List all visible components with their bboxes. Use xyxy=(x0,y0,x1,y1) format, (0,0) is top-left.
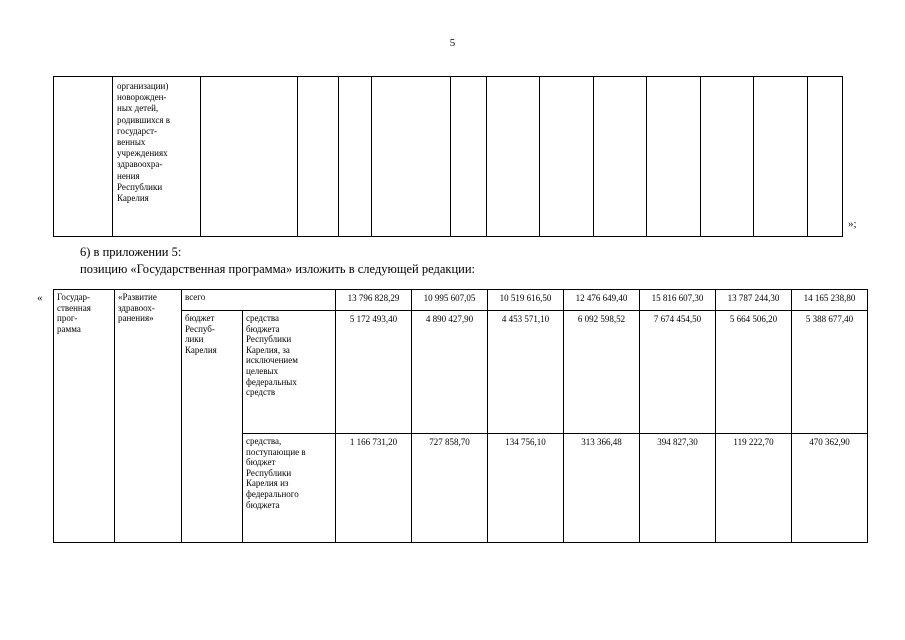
cell-empty xyxy=(701,77,754,237)
text-line: ственная xyxy=(57,302,91,313)
text-line: ных детей, xyxy=(117,103,159,114)
text-line: государст- xyxy=(117,125,157,136)
text-line: нения xyxy=(117,170,140,181)
page-number: 5 xyxy=(449,37,456,49)
text-line: здравоохра- xyxy=(117,159,163,170)
cell-empty xyxy=(487,77,540,237)
own-funds-value: 5 664 506,20 xyxy=(716,311,792,434)
text-line: Карелия xyxy=(117,193,149,204)
cell-empty xyxy=(754,77,808,237)
text-line: Карелия xyxy=(185,344,217,355)
text-line: Респуб- xyxy=(185,323,215,334)
cell-indicator-text xyxy=(113,77,201,237)
federal-funds-value: 394 827,30 xyxy=(640,434,716,543)
federal-funds-value: 119 222,70 xyxy=(716,434,792,543)
cell-empty xyxy=(339,77,372,237)
table-row-total xyxy=(54,290,868,311)
closing-quote-mark: »; xyxy=(848,218,857,230)
total-value: 14 165 238,80 xyxy=(792,290,868,311)
text-line: Карелия, за xyxy=(246,344,290,355)
cell-empty xyxy=(451,77,487,237)
text-line: средства xyxy=(246,313,280,323)
text-line: Государ- xyxy=(57,292,91,302)
text-line: средства, xyxy=(246,436,282,446)
text-line: бюджет xyxy=(246,457,276,468)
text-line: родившихся в xyxy=(117,114,171,125)
cell-empty xyxy=(540,77,594,237)
program-funding-table xyxy=(53,289,868,543)
text-line: «Развитие xyxy=(118,292,157,302)
text-line: учреждениях xyxy=(117,148,168,159)
text-line: средств xyxy=(246,387,276,398)
text-line: поступающие в xyxy=(246,446,306,457)
text-line: организации) xyxy=(117,81,169,91)
federal-funds-value: 470 362,90 xyxy=(792,434,868,543)
own-funds-value: 5 388 677,40 xyxy=(792,311,868,434)
text-line: федеральных xyxy=(246,376,297,387)
text-line: здравоох- xyxy=(118,302,155,313)
text-line: бюджет xyxy=(185,313,215,323)
federal-funds-value: 1 166 731,20 xyxy=(336,434,412,543)
total-value: 13 796 828,29 xyxy=(336,290,412,311)
text-line: новорожден- xyxy=(117,92,167,103)
text-line: рамма xyxy=(57,323,81,334)
text-line: ранения» xyxy=(118,313,154,324)
cell-empty xyxy=(594,77,647,237)
opening-quote-mark: « xyxy=(37,292,43,304)
instruction-text: позицию «Государственная программа» изложить в следующей редакции: xyxy=(80,262,476,276)
cell-program-name xyxy=(115,290,182,543)
total-value: 12 476 649,40 xyxy=(564,290,640,311)
text-line: Карелия из xyxy=(246,478,289,489)
cell-total-label: всего xyxy=(182,290,336,311)
text-line: целевых xyxy=(246,365,279,376)
cell-empty xyxy=(298,77,339,237)
cell-empty xyxy=(54,77,113,237)
text-line: Республики xyxy=(246,467,292,478)
own-funds-value: 6 092 598,52 xyxy=(564,311,640,434)
federal-funds-value: 727 858,70 xyxy=(412,434,488,543)
text-line: венных xyxy=(117,137,146,148)
total-value: 10 995 607,05 xyxy=(412,290,488,311)
text-line: бюджета xyxy=(246,499,280,510)
total-value: 10 519 616,50 xyxy=(488,290,564,311)
cell-empty xyxy=(201,77,298,237)
own-funds-value: 4 453 571,10 xyxy=(488,311,564,434)
continued-table xyxy=(53,76,843,237)
text-line: прог- xyxy=(57,313,78,324)
text-line: бюджета xyxy=(246,323,280,334)
own-funds-value: 5 172 493,40 xyxy=(336,311,412,434)
total-value: 15 816 607,30 xyxy=(640,290,716,311)
text-line: Республики xyxy=(117,181,163,192)
cell-budget-label xyxy=(182,311,243,543)
text-line: Республики xyxy=(246,334,292,345)
indicator-text xyxy=(113,77,200,204)
federal-funds-value: 134 756,10 xyxy=(488,434,564,543)
cell-empty xyxy=(808,77,843,237)
cell-federal-funds-label xyxy=(243,434,336,543)
own-funds-value: 4 890 427,90 xyxy=(412,311,488,434)
text-line: федерального xyxy=(246,488,299,499)
cell-empty xyxy=(647,77,701,237)
cell-status xyxy=(54,290,115,543)
text-line: лики xyxy=(185,334,204,345)
federal-funds-value: 313 366,48 xyxy=(564,434,640,543)
cell-empty xyxy=(372,77,451,237)
text-line: исключением xyxy=(246,355,298,366)
own-funds-value: 7 674 454,50 xyxy=(640,311,716,434)
total-value: 13 787 244,30 xyxy=(716,290,792,311)
item-heading: 6) в приложении 5: xyxy=(80,245,182,259)
cell-own-funds-label xyxy=(243,311,336,434)
